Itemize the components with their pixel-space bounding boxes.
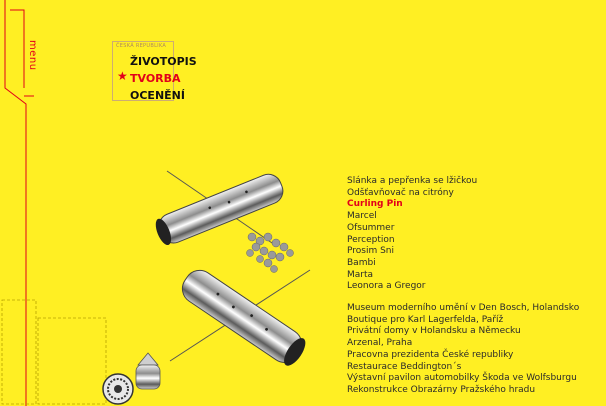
nav-zivotopis[interactable]: ŽIVOTOPIS [130, 55, 197, 68]
place-item[interactable]: Arzenal, Praha [347, 338, 413, 349]
stamp-text: ČESKÁ REPUBLIKA [116, 43, 167, 49]
work-item[interactable]: Prosim Sni [347, 246, 395, 257]
work-item-active[interactable]: Curling Pin [347, 199, 403, 210]
works-list [347, 176, 477, 293]
work-item[interactable]: Bambi [347, 257, 376, 268]
work-item[interactable]: Ofsummer [347, 222, 395, 233]
work-item[interactable]: Odšťavňovač na citróny [347, 187, 454, 198]
star-icon: ★ [117, 69, 128, 83]
work-item[interactable]: Slánka a pepřenka se lžičkou [347, 176, 478, 186]
places-list [347, 303, 579, 397]
work-item[interactable]: Leonora a Gregor [347, 281, 426, 292]
place-item[interactable]: Privátní domy v Holandsku a Německu [347, 326, 521, 337]
place-item[interactable]: Museum moderního umění v Den Bosch, Holandsko [347, 303, 580, 313]
product-image [100, 165, 340, 406]
place-item[interactable]: Pracovna prezidenta České republiky [347, 349, 514, 360]
place-item[interactable]: Restaurace Beddington´s [347, 361, 462, 372]
place-item[interactable]: Boutique pro Karl Lagerfelda, Paříž [347, 314, 504, 325]
work-item[interactable]: Marcel [347, 211, 377, 222]
place-item[interactable]: Výstavní pavilon automobilky Škoda ve Wolfsburgu [347, 373, 577, 384]
nav-tvorba[interactable]: TVORBA [130, 72, 181, 85]
menu-frame-lines [0, 0, 110, 406]
menu-toggle[interactable]: menu [27, 40, 38, 71]
place-item[interactable]: Rekonstrukce Obrazárny Pražského hradu [347, 384, 536, 395]
nav-oceneni[interactable]: OCENĚNÍ [130, 89, 185, 102]
work-item[interactable]: Marta [347, 269, 374, 280]
work-item[interactable]: Perception [347, 234, 395, 245]
